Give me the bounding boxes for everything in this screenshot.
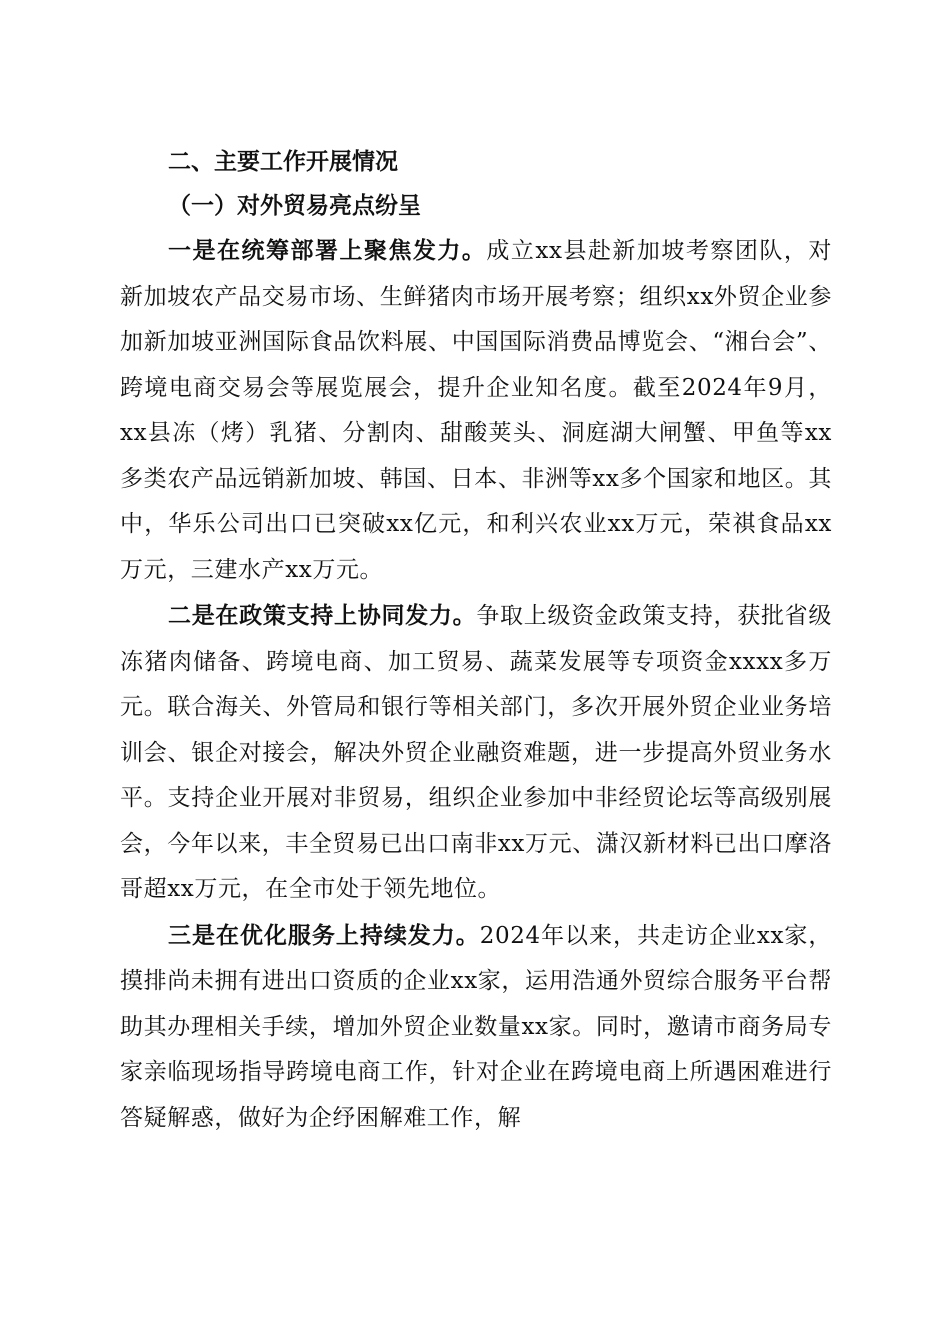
paragraph-body: 争取上级资金政策支持，获批省级冻猪肉储备、跨境电商、加工贸易、蔬菜发展等专项资金xxxx多万元。联合海关、外管局和银行等相关部门，多次开展外贸企业业务培训会、银企对接会，解决外贸企业融资难题，进一步提高外贸业务水平。支持企业开展对非贸易，组织企业参加中非经贸论坛等高级别展会，今年以来，丰全贸易已出口南非xx万元、潇汉新材料已出口摩洛哥超xx万元，在全市处于领先地位。 [120,603,832,902]
paragraph-lead: 二是在政策支持上协同发力。 [168,602,477,629]
paragraph-1 [120,228,832,593]
paragraph-2 [120,593,832,913]
paragraph-body: 成立xx县赴新加坡考察团队，对新加坡农产品交易市场、生鲜猪肉市场开展考察；组织xx外贸企业参加新加坡亚洲国际食品饮料展、中国国际消费品博览会、“湘台会”、跨境电商交易会等展览展会，提升企业知名度。截至2024年9月，xx县冻（烤）乳猪、分割肉、甜酸荚头、洞庭湖大闸蟹、甲鱼等xx多类农产品远销新加坡、韩国、日本、非洲等xx多个国家和地区。其中，华乐公司出口已突破xx亿元，和利兴农业xx万元，荣祺食品xx万元，三建水产xx万元。 [120,238,832,583]
paragraph-3 [120,913,832,1142]
paragraph-lead: 三是在优化服务上持续发力。 [168,921,480,949]
subsection-title: （一）对外贸易亮点纷呈 [168,192,421,219]
paragraph-body: 2024年以来，共走访企业xx家，摸排尚未拥有进出口资质的企业xx家，运用浩通外贸综合服务平台帮助其办理相关手续，增加外贸企业数量xx家。同时，邀请市商务局专家亲临现场指导跨境电商工作，针对企业在跨境电商上所遇困难进行答疑解惑，做好为企纾困解难工作，解 [120,922,832,1131]
section-title: 二、主要工作开展情况 [168,149,398,175]
document-page [120,140,832,1141]
paragraph-lead: 一是在统筹部署上聚焦发力。 [168,237,487,264]
